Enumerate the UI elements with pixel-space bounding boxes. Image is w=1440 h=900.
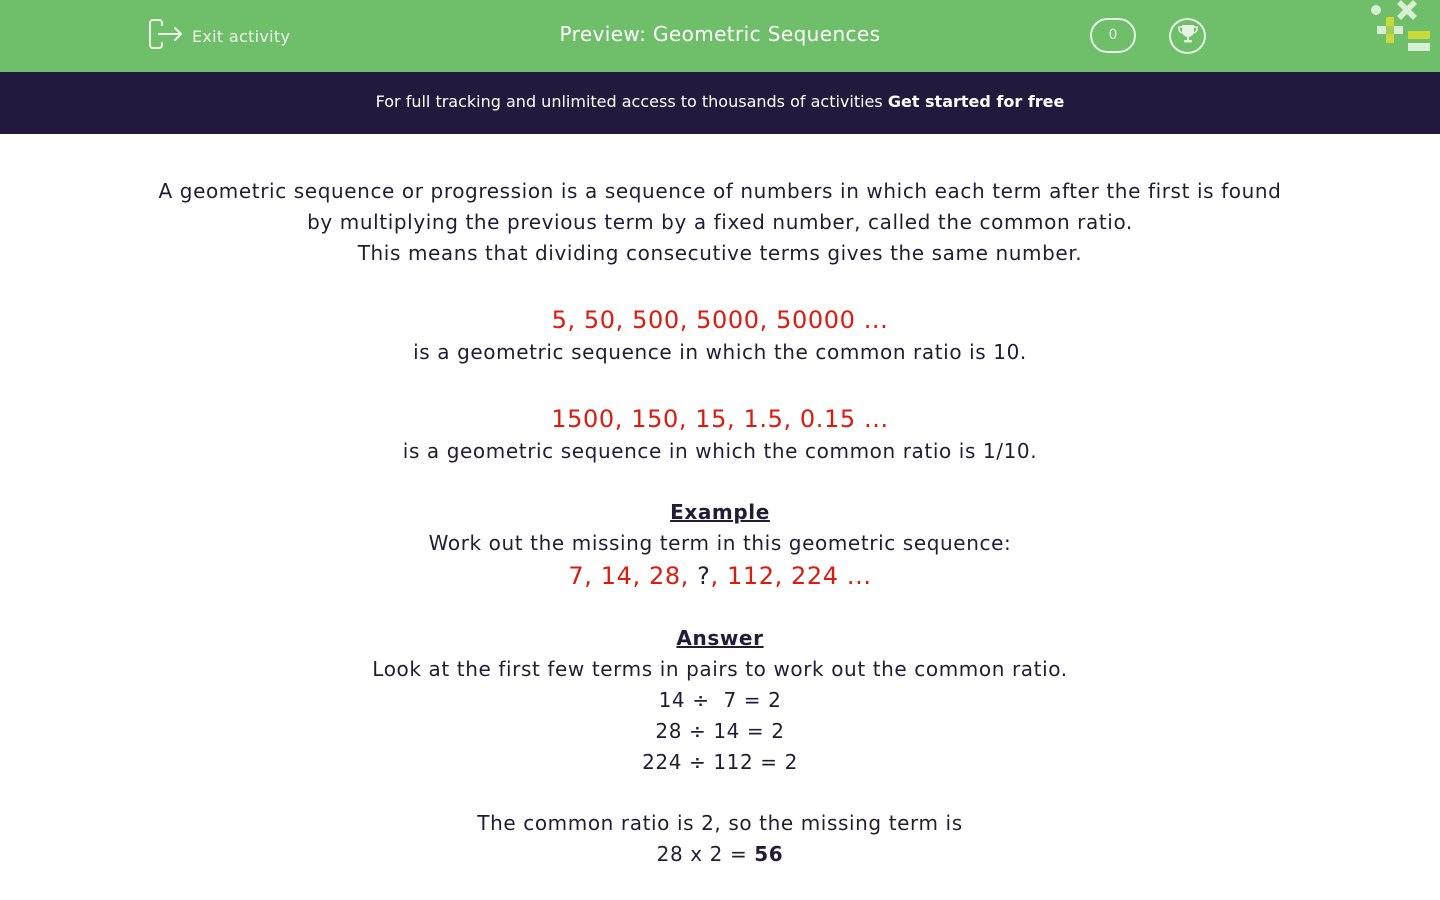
missing-term: ? bbox=[697, 562, 711, 590]
example-prompt: Work out the missing term in this geometric sequence: bbox=[428, 531, 1012, 555]
get-started-link[interactable]: Get started for free bbox=[887, 92, 1065, 111]
step-3: 224 ÷ 112 = 2 bbox=[642, 750, 798, 774]
exit-activity-label: Exit activity bbox=[192, 26, 291, 46]
intro-line-2: by multiplying the previous term by a fixed number, called the common ratio. bbox=[307, 210, 1133, 234]
example-sequence: 7, 14, 28, ?, 112, 224 ... bbox=[568, 562, 872, 590]
lesson-content bbox=[0, 176, 1440, 870]
example-heading: Example bbox=[670, 500, 770, 524]
top-bar bbox=[0, 0, 1440, 72]
brand-logo bbox=[1365, 0, 1440, 60]
trophy-button[interactable] bbox=[1169, 18, 1206, 54]
step-1: 14 ÷ 7 = 2 bbox=[658, 688, 782, 712]
answer-heading: Answer bbox=[676, 626, 764, 650]
page-title: Preview: Geometric Sequences bbox=[559, 22, 881, 46]
score-badge: 0 bbox=[1090, 18, 1136, 53]
step-2: 28 ÷ 14 = 2 bbox=[655, 719, 785, 743]
sequence-1: 5, 50, 500, 5000, 50000 ... bbox=[551, 306, 889, 334]
final-answer: 56 bbox=[754, 842, 784, 866]
sequence-2-description: is a geometric sequence in which the common ratio is 1/10. bbox=[402, 439, 1038, 463]
trophy-icon bbox=[1177, 23, 1199, 49]
answer-intro: Look at the first few terms in pairs to work out the common ratio. bbox=[372, 657, 1068, 681]
final-calculation: 28 x 2 = 56 bbox=[656, 842, 784, 866]
intro-line-3: This means that dividing consecutive terms gives the same number. bbox=[357, 241, 1083, 265]
sequence-2: 1500, 150, 15, 1.5, 0.15 ... bbox=[551, 405, 889, 433]
banner-text: For full tracking and unlimited access to thousands of activities bbox=[375, 92, 888, 111]
intro-line-1: A geometric sequence or progression is a sequence of numbers in which each term after the first is found bbox=[158, 179, 1282, 203]
conclusion: The common ratio is 2, so the missing term is bbox=[477, 811, 963, 835]
sequence-1-description: is a geometric sequence in which the common ratio is 10. bbox=[413, 340, 1027, 364]
upsell-banner bbox=[0, 72, 1440, 134]
